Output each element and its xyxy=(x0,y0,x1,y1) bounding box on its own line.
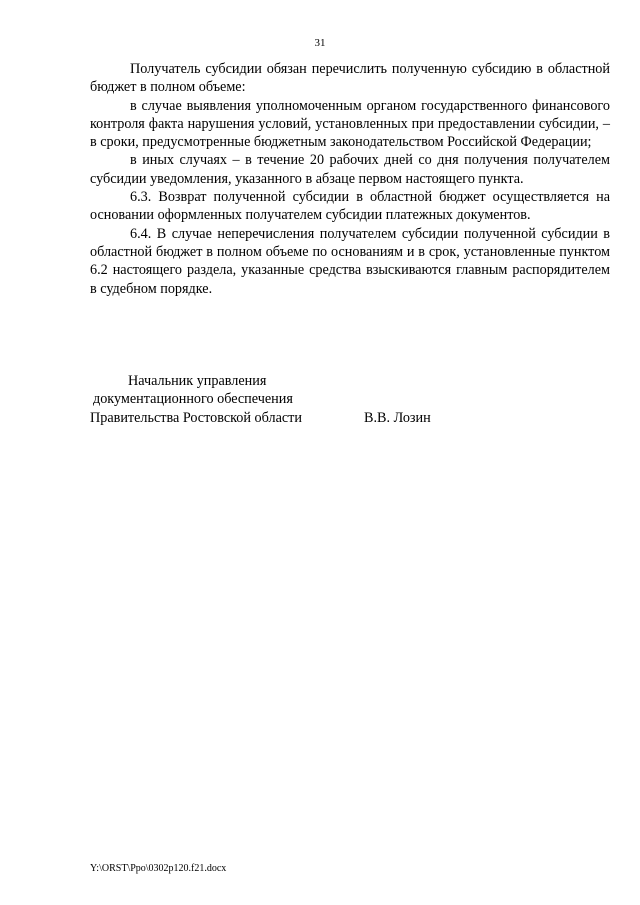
paragraph-control-violation: в случае выявления уполномоченным органом государственного финансового контроля факта нарушения условий, установленных при предоставлении субсидии, – в сроки, предусмотренные бюджетным законодательством Российской Федерации; xyxy=(90,97,610,151)
paragraph-return-obligation: Получатель субсидии обязан перечислить полученную субсидию в областной бюджет в полном объеме: xyxy=(90,61,610,96)
paragraph-6-3: 6.3. Возврат полученной субсидии в областной бюджет осуществляется на основании оформленных получателем субсидии платежных документов. xyxy=(90,189,610,224)
signature-title-line3: Правительства Ростовской области xyxy=(90,409,302,426)
document-body xyxy=(90,60,610,298)
signature-block xyxy=(90,372,610,427)
paragraph-other-cases: в иных случаях – в течение 20 рабочих дней со дня получения получателем субсидии уведомления, указанного в абзаце первом настоящего пункта. xyxy=(90,152,610,187)
paragraph-6-4: 6.4. В случае неперечисления получателем субсидии полученной субсидии в областной бюджет в полном объеме по основаниям и в срок, установленные пунктом 6.2 настоящего раздела, указанные средства взыскиваются главным распорядителем в судебном порядке. xyxy=(90,225,610,297)
signatory-name: В.В. Лозин xyxy=(364,409,431,426)
signature-title-line2: документационного обеспечения xyxy=(93,391,293,408)
signature-title-line1: Начальник управления xyxy=(128,373,267,389)
footer-file-path: Y:\ORST\Ppo\0302p120.f21.docx xyxy=(90,863,227,874)
page-number: 31 xyxy=(314,37,326,49)
